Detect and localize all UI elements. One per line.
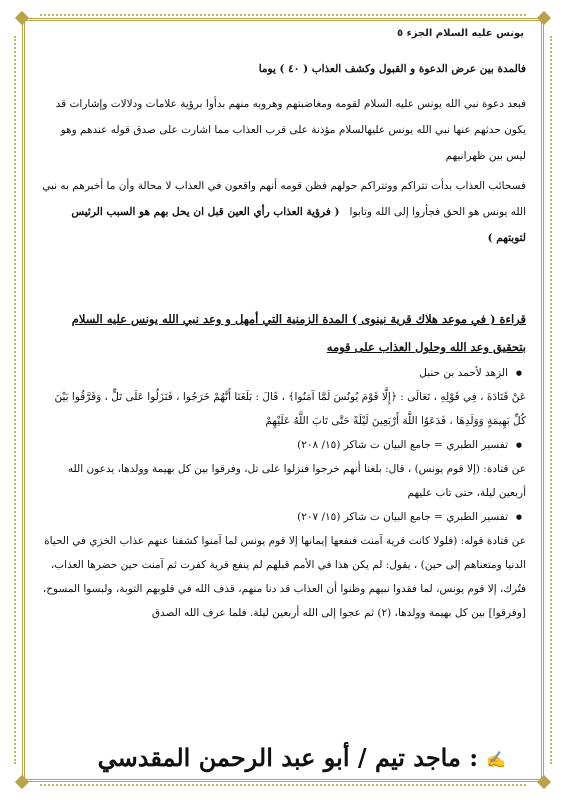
reference-item: ● تفسير الطبري = جامع البيان ت شاكر (١٥/ ٢٠٨) <box>40 433 526 457</box>
pen-icon: ✍ <box>486 750 506 769</box>
paragraph-emphasis: ( فرؤية العذاب رأي العين قبل ان يحل بهم هو السبب الرئيس لتوبتهم ) <box>71 206 526 244</box>
page-content <box>40 28 526 760</box>
running-header: يونس عليه السلام الجزء ٥ <box>396 28 524 39</box>
quote-text: عن قتادة قوله: (فلولا كانت قرية آمنت فنفعها إيمانها إلا قوم يونس لما آمنوا كشفنا عنهم عذاب الخزي في الحياة الدنيا ومتعناهم إلى حين) ، يقول: لم يكن هذا في الأمم قبلهم لم ينفع قرية كفرت ثم آمنت حين حضرها العذاب، فتُرك، إلا قوم يونس، لما فقدوا نبيهم وظنوا أن العذاب قد دنا منهم، قذف الله في قلوبهم التوبة، ولبسوا المسوح، [وفرقوا] بين كل بهيمة وولدها، (٢) ثم عجوا إلى الله أربعين ليلة. فلما عرف الله الصدق <box>42 535 526 619</box>
border-dots <box>14 36 16 764</box>
quote-text: عَنْ قَتَادَةَ ، فِي قَوْلِهِ ، تَعَالَى : ﴿إِلَّا قَوْمَ يُونُسَ لَمَّا آمَنُوا﴾ ، قَالَ : بَلَغَنَا أَنَّهُمْ خَرَجُوا ، فَنَزَلُوا عَلَى تَلٍّ ، وَفَرَّقُوا بَيْنَ كُلِّ بَهِيمَةٍ وَوَلَدِهَا ، فَدَعَوُا اللَّهَ أَرْبَعِينَ لَيْلَةً حَتَّى تَابَ اللَّهُ عَلَيْهِمْ <box>54 391 526 427</box>
border-dots <box>40 784 526 786</box>
paragraph <box>40 173 526 251</box>
signature-text: : ماجد تيم / أبو عبد الرحمن المقدسي <box>97 743 479 772</box>
border-dots <box>40 14 526 16</box>
paragraph: فبعد دعوة نبي الله يونس عليه السلام لقومه ومغاضبتهم وهروبه منهم بدأ‌وا برؤية علامات ودلالات وإشارات قد يكون حدثهم عنها نبي الله يونس عليهالسلام مؤذنة على قرب العذاب مما اشارت على صدق قوله عندهم وهو ليس بين ظهرانيهم <box>55 98 526 162</box>
paragraph-text: فسحائب العذاب بدأت تتراكم ووتتراكم حولهم فظن قومه أنهم واقعون في العذاب لا محالة وأن ما أخبرهم به نبي الله يونس هو الحق فجأروا إلى الله وتابوا <box>42 180 526 218</box>
section-title: فالمدة بين عرض الدعوة و القبول وكشف العذاب ( ٤٠ ) يوما <box>258 63 526 75</box>
reference-item: ● الزهد لأحمد بن حنبل <box>40 361 526 385</box>
reading-section <box>40 305 526 625</box>
signature-footer <box>80 743 506 772</box>
border-dots <box>550 36 552 764</box>
quote-text: عن قتادة: (إلا قوم يونس) ، قال: بلغنا أنهم خرجوا فنزلوا على تل، وفرقوا بين كل بهيمة وولدها، يدعون الله أربعين ليلة، حتى تاب عليهم <box>67 463 526 499</box>
reference-item: ● تفسير الطبري = جامع البيان ت شاكر (١٥/ ٢٠٧) <box>40 505 526 529</box>
reading-title: قراءة ( في موعد هلاك قرية نينوى ) المدة الزمنية التي أمهل و وعد نبي الله يونس عليه السلام بتحقيق وعد الله وحلول العذاب على قومه <box>71 312 526 354</box>
